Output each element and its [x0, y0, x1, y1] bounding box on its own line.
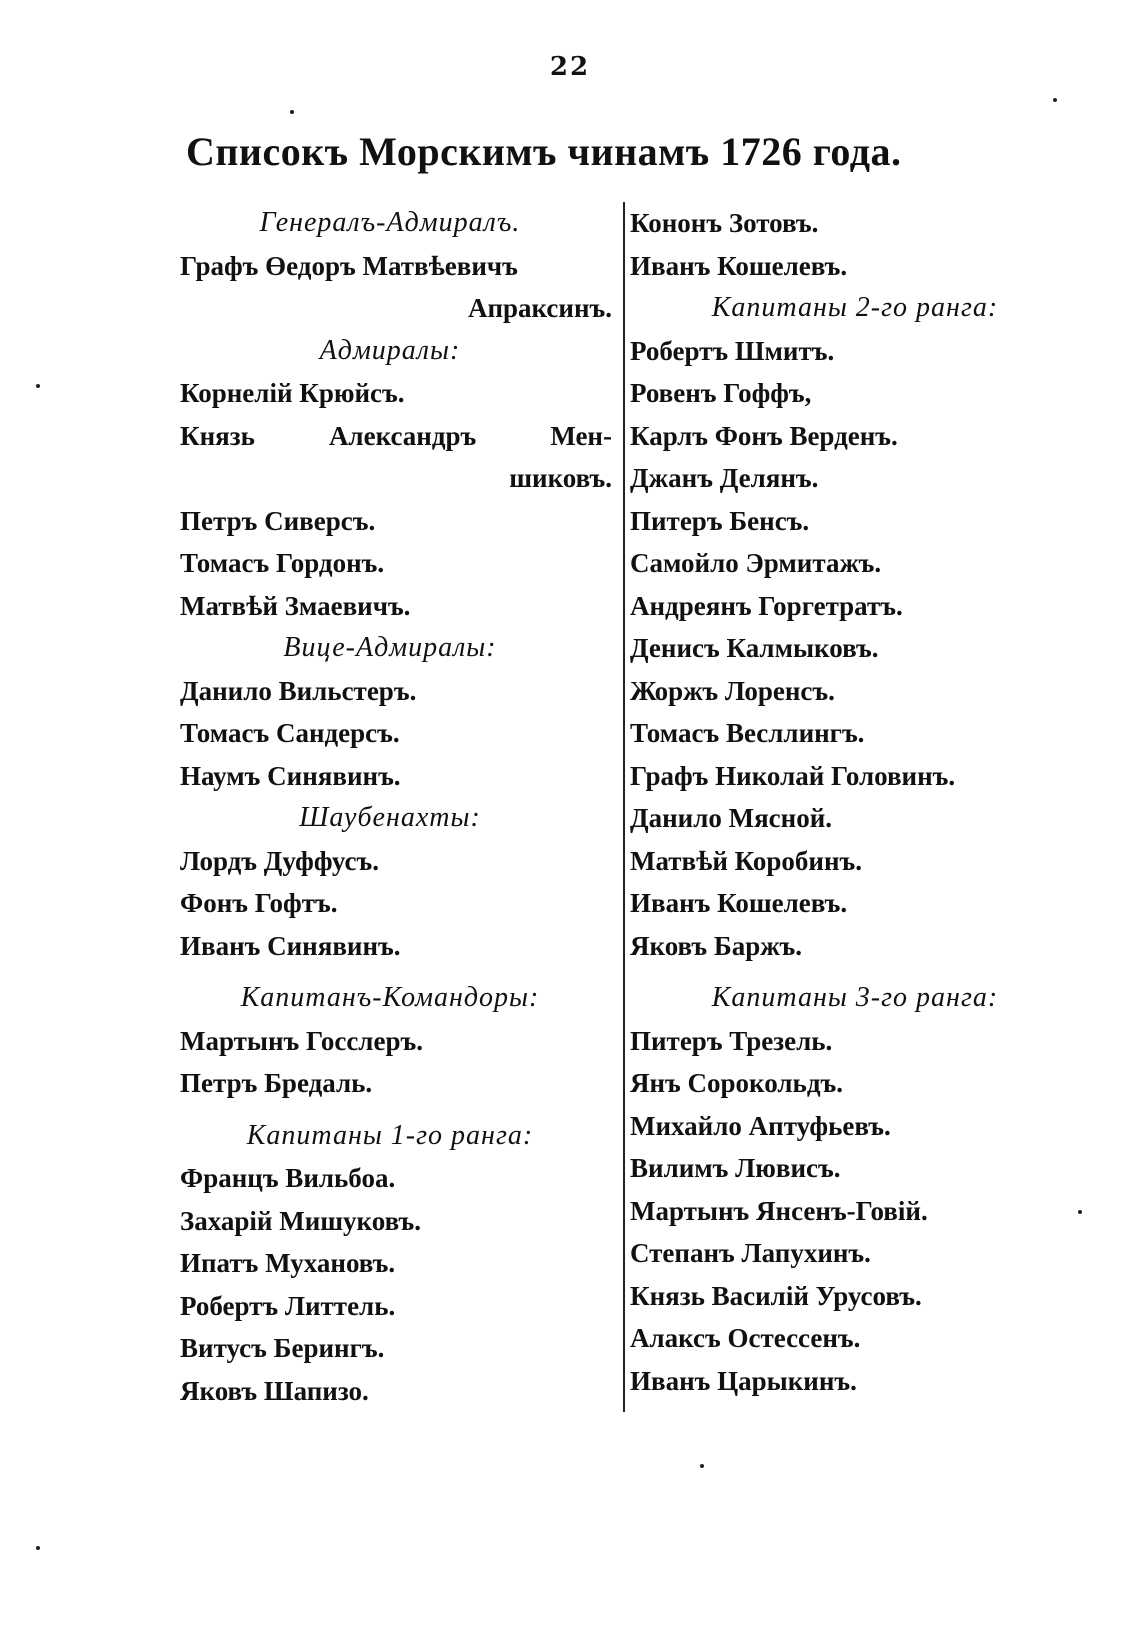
list-item: Петръ Бредаль. [180, 1068, 373, 1098]
list-item: Витусъ Берингъ. [180, 1333, 385, 1363]
list-item: Томасъ Гордонъ. [180, 548, 385, 578]
section-heading: Шаубенахты: [299, 802, 481, 833]
list-item: Иванъ Царыкинъ. [630, 1365, 857, 1396]
list-item: Робертъ Литтель. [180, 1290, 396, 1321]
section-heading: Вице-Адмиралы: [283, 632, 497, 663]
list-item: Данило Вильстеръ. [180, 675, 417, 706]
list-item: Самойло Эрмитажъ. [630, 548, 882, 578]
list-item: Карлъ Фонъ Верденъ. [630, 420, 898, 451]
list-item: Яковъ Шапизо. [180, 1375, 369, 1406]
scan-speck [1078, 1210, 1082, 1214]
list-item: Апраксинъ. [467, 293, 612, 323]
list-item: Кононъ Зотовъ. [630, 208, 819, 238]
section-heading: Капитанъ-Командоры: [240, 982, 540, 1013]
list-item: Иванъ Кошелевъ. [630, 888, 848, 918]
list-item: Данило Мясной. [630, 803, 833, 833]
list-item: Алаксъ Остессенъ. [630, 1323, 861, 1353]
list-item: Корнелiй Крюйсъ. [180, 378, 405, 408]
list-item: Томасъ Весллингъ. [630, 718, 865, 748]
list-item: Питеръ Бенсъ. [630, 505, 810, 536]
scan-speck [700, 1464, 704, 1468]
list-item: Томасъ Сандерсъ. [180, 718, 400, 748]
page-number: 22 [549, 52, 591, 82]
list-item: Графъ Николай Головинъ. [630, 760, 956, 791]
list-item: Францъ Вильбоа. [180, 1163, 396, 1193]
list-item: Ипатъ Мухановъ. [180, 1248, 396, 1278]
list-item: Фонъ Гофтъ. [180, 888, 338, 918]
column-divider [623, 202, 625, 1412]
list-item: Матвѣй Коробинъ. [630, 845, 862, 876]
list-item: Михайло Аптуфьевъ. [630, 1110, 891, 1141]
right-column [630, 202, 1080, 1402]
list-item: Джанъ Делянъ. [630, 463, 819, 493]
section-heading: Адмиралы: [319, 334, 461, 366]
list-item: Робертъ Шмитъ. [630, 335, 835, 366]
list-item: шиковъ. [509, 463, 612, 493]
list-item: Матвѣй Змаевичъ. [180, 590, 411, 621]
scan-speck [1053, 98, 1057, 102]
list-item-word: Мен- [550, 420, 612, 451]
left-column [180, 202, 620, 1412]
list-item: Степанъ Лапухинъ. [630, 1238, 871, 1268]
list-item: Жоржъ Лоренсъ. [630, 675, 835, 706]
section-heading: Капитаны 1-го ранга: [246, 1119, 534, 1151]
list-item [180, 415, 620, 458]
section-heading: Капитаны 2-го ранга: [711, 292, 999, 323]
list-item: Яковъ Баржъ. [630, 930, 803, 961]
list-item: Янъ Сорокольдъ. [630, 1068, 843, 1098]
page-title: Списокъ Морскимъ чинамъ 1726 года. [186, 129, 902, 174]
scan-speck [290, 110, 294, 114]
scan-speck [36, 1546, 40, 1550]
list-item-word: Александръ [328, 420, 477, 451]
scan-speck [36, 384, 40, 388]
list-item: Питеръ Трезель. [630, 1025, 833, 1056]
list-item: Вилимъ Лювисъ. [630, 1153, 841, 1183]
list-item: Мартынъ Госслеръ. [180, 1025, 423, 1056]
list-item: Лордъ Дуффусъ. [180, 845, 379, 876]
list-item: Мартынъ Янсенъ-Говiй. [630, 1195, 928, 1226]
list-item: Наумъ Синявинъ. [180, 760, 401, 791]
section-heading: Генералъ-Адмиралъ. [259, 207, 521, 238]
list-item: Денисъ Калмыковъ. [630, 633, 879, 663]
list-item-word: Князь [180, 420, 255, 451]
list-item: Князь Василiй Урусовъ. [630, 1280, 922, 1311]
list-item: Захарiй Мишуковъ. [180, 1205, 421, 1236]
list-item: Графъ Өедоръ Матвѣевичъ [180, 250, 518, 281]
list-item: Андреянъ Горгетратъ. [630, 590, 903, 621]
list-item: Петръ Сиверсъ. [180, 505, 376, 536]
list-item: Иванъ Синявинъ. [180, 930, 401, 961]
section-heading: Капитаны 3-го ранга: [711, 982, 999, 1013]
list-item: Ровенъ Гоффъ, [630, 378, 812, 408]
list-item: Иванъ Кошелевъ. [630, 250, 848, 281]
